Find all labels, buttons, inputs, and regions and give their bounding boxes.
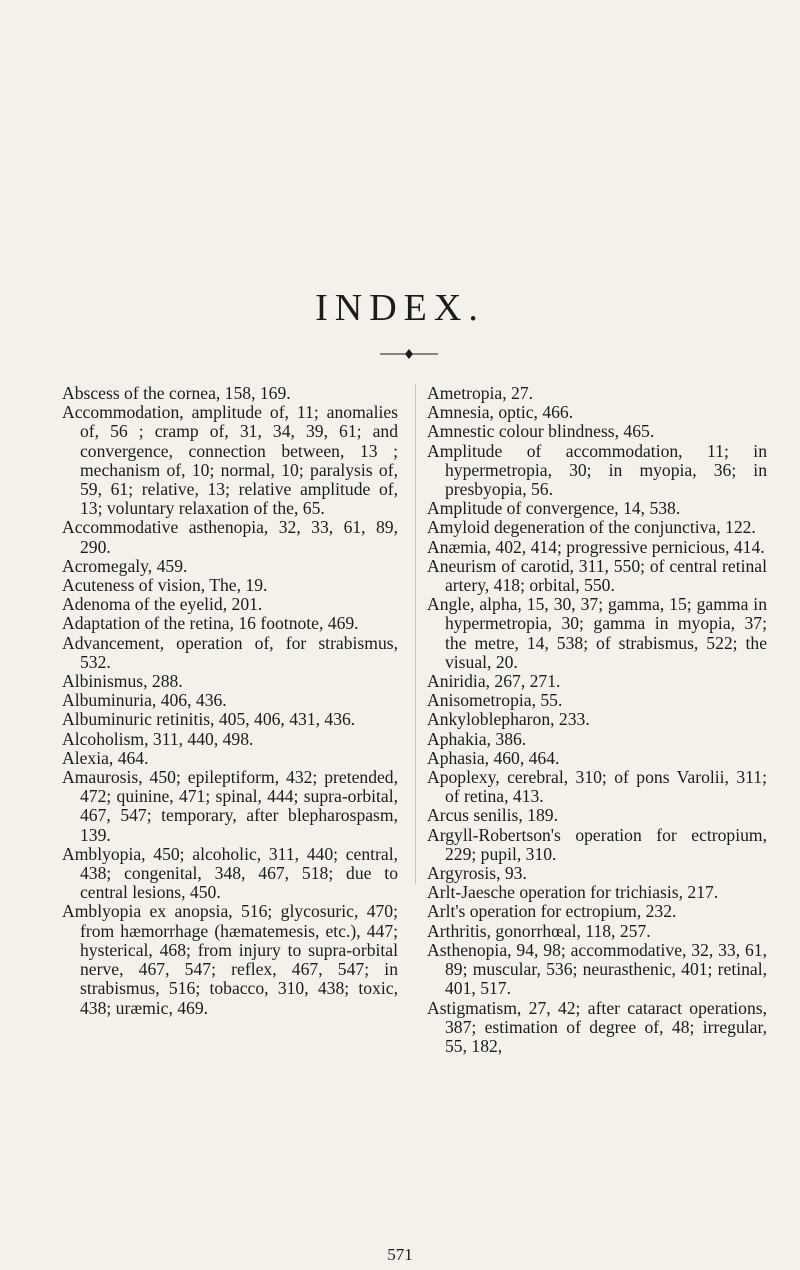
index-entry: Aneurism of carotid, 311, 550; of central retinal artery, 418; orbital, 550. <box>427 555 767 596</box>
index-entry: Argyrosis, 93. <box>427 863 527 884</box>
index-entry: Albinismus, 288. <box>62 671 183 692</box>
index-entry: Amplitude of accommodation, 11; in hypermetropia, 30; in myopia, 36; in presbyopia, 56. <box>427 440 767 500</box>
index-entry: Anisometropia, 55. <box>427 690 563 711</box>
index-entry: Amnesia, optic, 466. <box>427 402 574 423</box>
index-entry: Adaptation of the retina, 16 footnote, 469. <box>62 613 359 634</box>
index-entry: Advancement, operation of, for strabismus, 532. <box>62 632 398 672</box>
index-entry: Astigmatism, 27, 42; after cataract operations, 387; estimation of degree of, 48; irregular, 55, 182, <box>427 997 767 1056</box>
index-entry: Arcus senilis, 189. <box>427 805 558 826</box>
index-entry: Accommodation, amplitude of, 11; anomalies of, 56 ; cramp of, 31, 34, 39, 61; and convergence, connection between, 13 ; mechanism of, 10; normal, 10; paralysis of, 59, 61; relative, 13; relative amplitude of, 13; voluntary relaxation of the, 65. <box>62 402 398 519</box>
index-entry: Arlt's operation for ectropium, 232. <box>427 901 677 922</box>
index-entry: Argyll-Robertson's operation for ectropium, 229; pupil, 310. <box>427 824 767 864</box>
index-entry: Amaurosis, 450; epileptiform, 432; pretended, 472; quinine, 471; spinal, 444; supra-orbital, 467, 547; temporary, after blepharospasm, 139. <box>62 767 398 845</box>
index-column-right <box>427 384 767 1056</box>
ornament-divider <box>378 348 440 360</box>
index-entry: Albuminuric retinitis, 405, 406, 431, 436. <box>62 709 356 730</box>
index-entry: Amblyopia ex anopsia, 516; glycosuric, 470; from hæmorrhage (hæmatemesis, etc.), 447; hysterical, 468; from injury to supra-orbital nerve, 467, 547; reflex, 467, 547; in strabismus, 516; tobacco, 310, 438; toxic, 438; uræmic, 469. <box>62 901 398 1018</box>
index-entry: Amyloid degeneration of the conjunctiva, 122. <box>427 517 756 538</box>
index-entry: Amnestic colour blindness, 465. <box>427 421 655 442</box>
index-entry: Accommodative asthenopia, 32, 33, 61, 89, 290. <box>62 517 398 557</box>
page-number: 571 <box>387 1245 413 1264</box>
index-entry: Alexia, 464. <box>62 747 149 768</box>
index-entry: Anæmia, 402, 414; progressive pernicious, 414. <box>427 536 765 557</box>
index-column-left <box>62 384 398 1018</box>
index-entry: Apoplexy, cerebral, 310; of pons Varolii, 311; of retina, 413. <box>427 767 767 807</box>
index-entry: Ankyloblepharon, 233. <box>427 709 590 730</box>
index-entry: Albuminuria, 406, 436. <box>62 690 227 711</box>
index-entry: Arthritis, gonorrhœal, 118, 257. <box>427 920 651 941</box>
index-entry: Amblyopia, 450; alcoholic, 311, 440; central, 438; congenital, 348, 467, 518; due to central lesions, 450. <box>62 843 398 903</box>
index-entry: Acromegaly, 459. <box>62 555 188 576</box>
index-entry: Amplitude of convergence, 14, 538. <box>427 498 681 519</box>
index-entry: Aphakia, 386. <box>427 728 527 749</box>
index-entry: Ametropia, 27. <box>427 383 534 403</box>
index-entry: Asthenopia, 94, 98; accommodative, 32, 33, 61, 89; muscular, 536; neurasthenic, 401; retinal, 401, 517. <box>427 939 767 999</box>
index-entry: Adenoma of the eyelid, 201. <box>62 594 263 615</box>
index-entry: Acuteness of vision, The, 19. <box>62 575 268 596</box>
index-entry: Abscess of the cornea, 158, 169. <box>62 383 291 403</box>
index-entry: Alcoholism, 311, 440, 498. <box>62 728 254 749</box>
index-entry: Arlt-Jaesche operation for trichiasis, 217. <box>427 882 719 903</box>
column-divider <box>415 384 416 884</box>
index-entry: Aphasia, 460, 464. <box>427 747 560 768</box>
page-title: INDEX. <box>315 287 485 329</box>
index-entry: Aniridia, 267, 271. <box>427 671 561 692</box>
index-entry: Angle, alpha, 15, 30, 37; gamma, 15; gamma in hypermetropia, 30; gamma in myopia, 37; the metre, 14, 538; of strabismus, 522; the visual, 20. <box>427 594 767 672</box>
